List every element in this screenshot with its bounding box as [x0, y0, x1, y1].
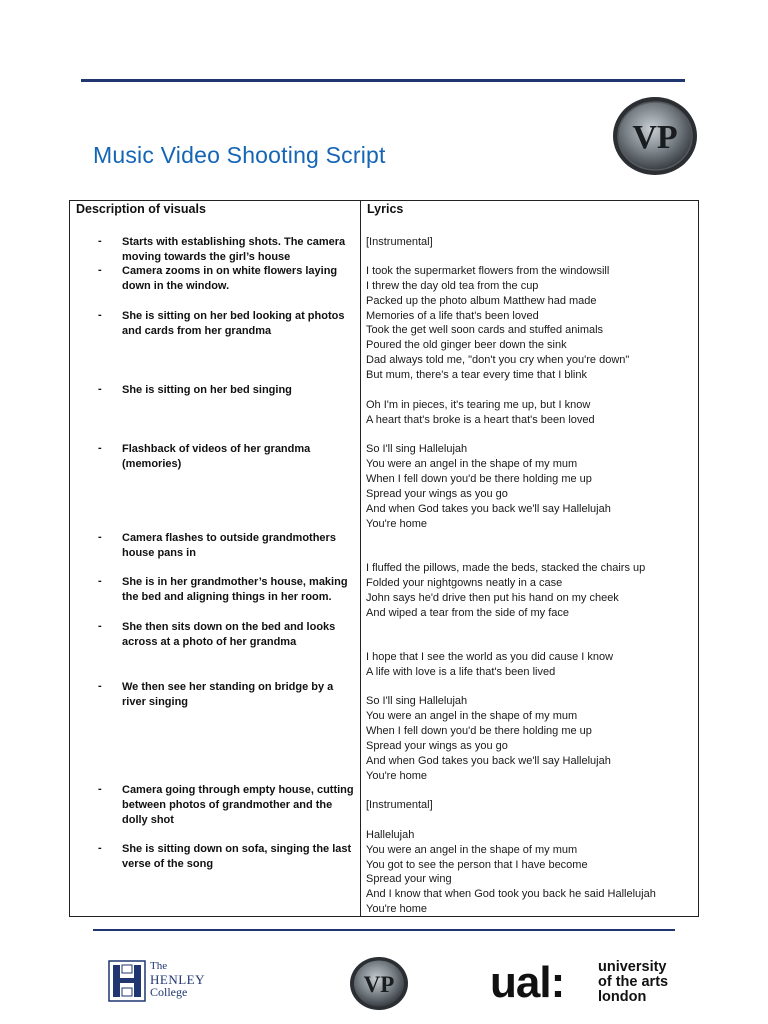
lyric-line: Packed up the photo album Matthew had made — [366, 295, 597, 307]
footer-rule — [93, 929, 675, 931]
bullet-dash: - — [98, 264, 102, 276]
visuals-column-header: Description of visuals — [76, 202, 206, 216]
visual-description: Camera going through empty house, cutting between photos of grandmother and the dolly shot — [122, 784, 354, 826]
visual-description: Camera zooms in on white flowers laying down in the window. — [122, 265, 338, 292]
visual-description: Starts with establishing shots. The camera moving towards the girl’s house — [122, 236, 346, 263]
visual-description: Camera flashes to outside grandmothers house pans in — [122, 532, 336, 559]
vp-logo — [611, 95, 699, 177]
bullet-dash: - — [98, 383, 102, 395]
lyric-line: You're home — [366, 518, 428, 530]
visual-description: She is in her grandmother’s house, making the bed and aligning things in her room. — [122, 576, 348, 603]
lyric-line: Spread your wing — [366, 873, 452, 885]
ual-line-3: london — [598, 989, 647, 1005]
lyric-line: And wiped a tear from the side of my face — [366, 607, 569, 619]
lyric-line: And I know that when God took you back he said Hallelujah — [366, 888, 656, 900]
lyric-line: You're home — [366, 903, 428, 915]
henley-college: College — [150, 985, 188, 999]
column-divider — [360, 201, 361, 916]
lyric-line: You got to see the person that I have become — [366, 859, 588, 871]
vp-footer-text: VP — [363, 972, 395, 997]
page-title: Music Video Shooting Script — [93, 142, 386, 168]
lyric-line: Oh I'm in pieces, it's tearing me up, but I know — [366, 399, 591, 411]
lyric-line: When I fell down you'd be there holding me up — [366, 473, 592, 485]
bullet-dash: - — [98, 620, 102, 632]
lyric-line: [Instrumental] — [366, 236, 433, 248]
visual-description: She then sits down on the bed and looks across at a photo of her grandma — [122, 621, 336, 648]
bullet-dash: - — [98, 783, 102, 795]
lyric-line: So I'll sing Hallelujah — [366, 443, 468, 455]
ual-mark: ual: — [490, 958, 565, 1007]
lyric-line: A heart that's broke is a heart that's been loved — [366, 414, 595, 426]
ual-line-2: of the arts — [598, 974, 669, 990]
script-table — [69, 200, 699, 917]
vp-logo-footer — [349, 956, 409, 1011]
visual-description: We then see her standing on bridge by a river singing — [122, 681, 334, 708]
visual-description: She is sitting on her bed looking at photos and cards from her grandma — [122, 310, 345, 337]
lyrics-column-header: Lyrics — [367, 202, 404, 216]
lyric-line: I threw the day old tea from the cup — [366, 280, 539, 292]
lyric-line: I hope that I see the world as you did cause I know — [366, 651, 614, 663]
lyric-line: Hallelujah — [366, 829, 415, 841]
bullet-dash: - — [98, 309, 102, 321]
lyric-line: You were an angel in the shape of my mum — [366, 844, 578, 856]
henley-crest-icon — [108, 960, 146, 1002]
visual-description: She is sitting down on sofa, singing the last verse of the song — [122, 843, 352, 870]
lyric-line: You were an angel in the shape of my mum — [366, 458, 578, 470]
bullet-dash: - — [98, 842, 102, 854]
lyric-line: And when God takes you back we'll say Hallelujah — [366, 503, 611, 515]
visual-description: She is sitting on her bed singing — [122, 384, 292, 396]
bullet-dash: - — [98, 531, 102, 543]
bullet-dash: - — [98, 235, 102, 247]
bullet-dash: - — [98, 680, 102, 692]
lyric-line: But mum, there's a tear every time that I blink — [366, 369, 587, 381]
ual-logo — [490, 958, 680, 1008]
lyric-line: When I fell down you'd be there holding me up — [366, 725, 592, 737]
lyric-line: John says he'd drive then put his hand on my cheek — [366, 592, 619, 604]
lyric-line: Spread your wings as you go — [366, 740, 508, 752]
henley-wordmark — [150, 960, 205, 999]
bullet-dash: - — [98, 575, 102, 587]
header-rule — [81, 79, 685, 82]
lyric-line: You were an angel in the shape of my mum — [366, 710, 578, 722]
ual-wordmark — [598, 960, 668, 1005]
lyric-line: Spread your wings as you go — [366, 488, 508, 500]
henley-name: HENLEY — [150, 972, 205, 987]
lyric-line: Memories of a life that's been loved — [366, 310, 539, 322]
ual-line-1: university — [598, 959, 667, 975]
lyric-line: And when God takes you back we'll say Hallelujah — [366, 755, 611, 767]
lyric-line: [Instrumental] — [366, 799, 433, 811]
lyric-line: A life with love is a life that's been lived — [366, 666, 556, 678]
bullet-dash: - — [98, 442, 102, 454]
lyric-line: Dad always told me, "don't you cry when you're down" — [366, 354, 630, 366]
vp-logo-text: VP — [632, 119, 678, 156]
henley-college-logo — [108, 960, 218, 1002]
visual-description: Flashback of videos of her grandma (memories) — [122, 443, 311, 470]
lyric-line: I took the supermarket flowers from the windowsill — [366, 265, 610, 277]
lyric-line: Took the get well soon cards and stuffed animals — [366, 324, 604, 336]
lyric-line: You're home — [366, 770, 428, 782]
lyric-line: So I'll sing Hallelujah — [366, 695, 468, 707]
lyric-line: I fluffed the pillows, made the beds, stacked the chairs up — [366, 562, 646, 574]
henley-the: The — [150, 960, 168, 972]
lyric-line: Folded your nightgowns neatly in a case — [366, 577, 563, 589]
lyric-line: Poured the old ginger beer down the sink — [366, 339, 567, 351]
